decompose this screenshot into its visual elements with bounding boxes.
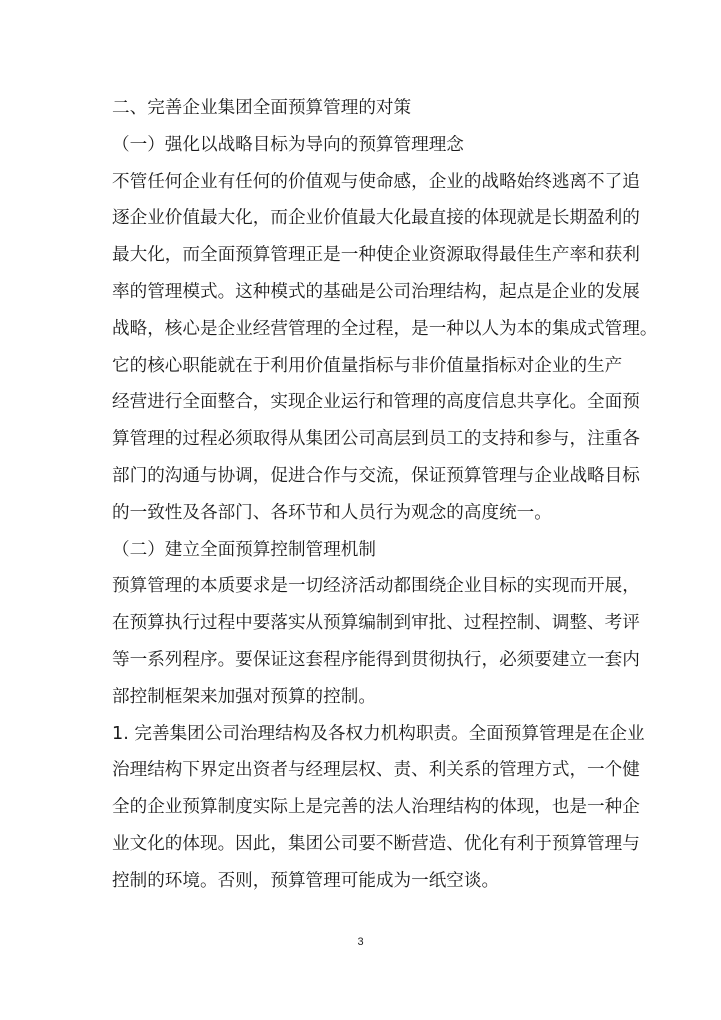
body-text-line: 业文化的体现。因此，集团公司要不断营造、优化有利于预算管理与 [112, 833, 640, 854]
body-text-line: 不管任何企业有任何的价值观与使命感，企业的战略始终逃离不了追 [112, 171, 640, 192]
body-text-line: 逐企业价值最大化，而企业价值最大化最直接的体现就是长期盈利的 [112, 208, 640, 229]
body-text-line: 最大化，而全面预算管理正是一种使企业资源取得最佳生产率和获利 [112, 245, 640, 266]
document-body [112, 90, 658, 900]
body-text-line: 战略，核心是企业经营管理的全过程，是一种以人为本的集成式管理。 [112, 318, 658, 339]
body-text-line: 算管理的过程必须取得从集团公司高层到员工的支持和参与，注重各 [112, 429, 640, 450]
body-text-line: 等一系列程序。要保证这套程序能得到贯彻执行，必须要建立一套内 [112, 649, 640, 670]
page-number: 3 [357, 936, 364, 948]
body-text-line: 它的核心职能就在于利用价值量指标与非价值量指标对企业的生产 [112, 355, 623, 376]
body-text-line: 全的企业预算制度实际上是完善的法人治理结构的体现，也是一种企 [112, 797, 640, 818]
subsection-heading: （一）强化以战略目标为导向的预算管理理念 [112, 134, 464, 155]
body-text-line: 部控制框架来加强对预算的控制。 [112, 686, 376, 707]
body-text-line: 部门的沟通与协调，促进合作与交流，保证预算管理与企业战略目标 [112, 465, 640, 486]
body-text-line: 经营进行全面整合，实现企业运行和管理的高度信息共享化。全面预 [112, 392, 640, 413]
body-text-line: 预算管理的本质要求是一切经济活动都围绕企业目标的实现而开展， [112, 576, 640, 597]
subsection-heading: （二）建立全面预算控制管理机制 [112, 539, 376, 560]
section-heading: 二、完善企业集团全面预算管理的对策 [112, 98, 412, 118]
body-text-line: 率的管理模式。这种模式的基础是公司治理结构，起点是企业的发展 [112, 281, 640, 302]
body-text-line: 在预算执行过程中要落实从预算编制到审批、过程控制、调整、考评 [112, 613, 640, 634]
body-text-line: 治理结构下界定出资者与经理层权、责、利关系的管理方式，一个健 [112, 760, 640, 781]
body-text-line: 的一致性及各部门、各环节和人员行为观念的高度统一。 [112, 502, 552, 523]
numbered-item-line: 1. 完善集团公司治理结构及各权力机构职责。全面预算管理是在企业 [112, 723, 645, 744]
body-text-line: 控制的环境。否则，预算管理可能成为一纸空谈。 [112, 870, 500, 891]
